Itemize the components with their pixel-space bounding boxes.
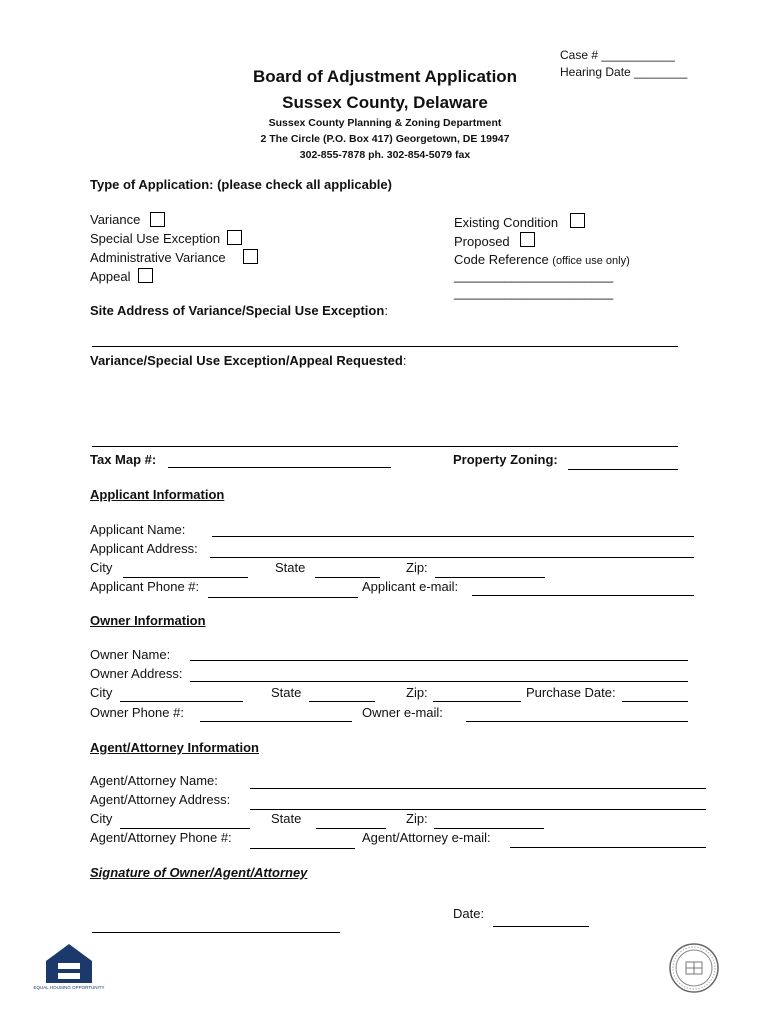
form-title: Board of Adjustment Application xyxy=(252,67,518,86)
existing-condition-checkbox[interactable] xyxy=(570,213,585,228)
owner-state-line[interactable] xyxy=(309,701,375,702)
applicant-heading: Applicant Information xyxy=(90,487,225,502)
requested-line[interactable] xyxy=(92,446,678,447)
case-number-label: Case # ___________ xyxy=(560,48,675,62)
applicant-email-label: Applicant e-mail: xyxy=(362,579,459,594)
requested-label: Variance/Special Use Exception/Appeal Requested: xyxy=(90,353,407,368)
agent-name-label: Agent/Attorney Name: xyxy=(90,773,218,788)
equal-housing-logo-text: EQUAL HOUSING OPPORTUNITY xyxy=(33,985,105,990)
equal-housing-logo-icon xyxy=(33,941,105,993)
county-seal-icon xyxy=(668,942,720,994)
owner-email-line[interactable] xyxy=(466,721,688,722)
owner-city-line[interactable] xyxy=(120,701,243,702)
applicant-city-label: City xyxy=(90,560,113,575)
form-subtitle: Sussex County, Delaware xyxy=(282,93,488,112)
agent-state-line[interactable] xyxy=(316,828,386,829)
date-line[interactable] xyxy=(493,926,589,927)
agent-email-label: Agent/Attorney e-mail: xyxy=(362,830,491,845)
signature-line[interactable] xyxy=(92,932,340,933)
application-type-heading: Type of Application: (please check all applicable) xyxy=(90,177,392,192)
applicant-name-label: Applicant Name: xyxy=(90,522,186,537)
owner-zip-label: Zip: xyxy=(406,685,428,700)
owner-email-label: Owner e-mail: xyxy=(362,705,443,720)
signature-heading: Signature of Owner/Agent/Attorney xyxy=(90,865,308,880)
site-address-line[interactable] xyxy=(92,346,678,347)
applicant-address-label: Applicant Address: xyxy=(90,541,198,556)
department-address: 2 The Circle (P.O. Box 417) Georgetown, DE 19947 xyxy=(260,133,510,145)
option-admin-variance-label: Administrative Variance xyxy=(90,250,226,265)
agent-email-line[interactable] xyxy=(510,847,706,848)
agent-state-label: State xyxy=(271,811,302,826)
applicant-city-line[interactable] xyxy=(123,577,248,578)
owner-state-label: State xyxy=(271,685,302,700)
owner-address-label: Owner Address: xyxy=(90,666,183,681)
existing-condition-label: Existing Condition xyxy=(454,215,559,230)
applicant-state-label: State xyxy=(275,560,306,575)
applicant-address-line[interactable] xyxy=(210,557,694,558)
owner-zip-line[interactable] xyxy=(433,701,521,702)
applicant-state-line[interactable] xyxy=(315,577,380,578)
tax-map-label: Tax Map #: xyxy=(90,452,157,467)
agent-address-label: Agent/Attorney Address: xyxy=(90,792,231,807)
agent-zip-label: Zip: xyxy=(406,811,428,826)
tax-map-line[interactable] xyxy=(168,467,391,468)
agent-city-line[interactable] xyxy=(120,828,250,829)
proposed-checkbox[interactable] xyxy=(520,232,535,247)
owner-name-label: Owner Name: xyxy=(90,647,171,662)
agent-phone-line[interactable] xyxy=(250,848,355,849)
code-reference-blank-2: ______________________ xyxy=(454,285,614,300)
agent-name-line[interactable] xyxy=(250,788,706,789)
agent-heading: Agent/Attorney Information xyxy=(90,740,259,755)
owner-phone-label: Owner Phone #: xyxy=(90,705,184,720)
admin-variance-checkbox[interactable] xyxy=(243,249,258,264)
agent-city-label: City xyxy=(90,811,113,826)
owner-phone-line[interactable] xyxy=(200,721,352,722)
owner-heading: Owner Information xyxy=(90,613,206,628)
special-use-checkbox[interactable] xyxy=(227,230,242,245)
agent-phone-label: Agent/Attorney Phone #: xyxy=(90,830,232,845)
appeal-checkbox[interactable] xyxy=(138,268,153,283)
department-phone: 302-855-7878 ph. 302-854-5079 fax xyxy=(299,149,471,161)
owner-city-label: City xyxy=(90,685,113,700)
department-name: Sussex County Planning & Zoning Department xyxy=(268,117,502,129)
property-zoning-line[interactable] xyxy=(568,469,678,470)
date-label: Date: xyxy=(453,906,485,921)
option-variance-label: Variance xyxy=(90,212,141,227)
option-special-use-label: Special Use Exception xyxy=(90,231,221,246)
applicant-phone-label: Applicant Phone #: xyxy=(90,579,200,594)
agent-zip-line[interactable] xyxy=(434,828,544,829)
owner-address-line[interactable] xyxy=(190,681,688,682)
code-reference-blank-1: ______________________ xyxy=(454,268,614,283)
owner-purchase-date-line[interactable] xyxy=(622,701,688,702)
applicant-zip-label: Zip: xyxy=(406,560,428,575)
variance-checkbox[interactable] xyxy=(150,212,165,227)
owner-name-line[interactable] xyxy=(190,660,688,661)
applicant-email-line[interactable] xyxy=(472,595,694,596)
hearing-date-label: Hearing Date ________ xyxy=(560,65,688,79)
property-zoning-label: Property Zoning: xyxy=(453,452,558,467)
owner-purchase-date-label: Purchase Date: xyxy=(526,685,616,700)
applicant-name-line[interactable] xyxy=(212,536,694,537)
proposed-label: Proposed xyxy=(454,234,510,249)
option-appeal-label: Appeal xyxy=(90,269,131,284)
applicant-phone-line[interactable] xyxy=(208,597,358,598)
agent-address-line[interactable] xyxy=(250,809,706,810)
applicant-zip-line[interactable] xyxy=(435,577,545,578)
site-address-label: Site Address of Variance/Special Use Exception: xyxy=(90,303,388,318)
code-reference-label: Code Reference (office use only) xyxy=(454,252,630,267)
